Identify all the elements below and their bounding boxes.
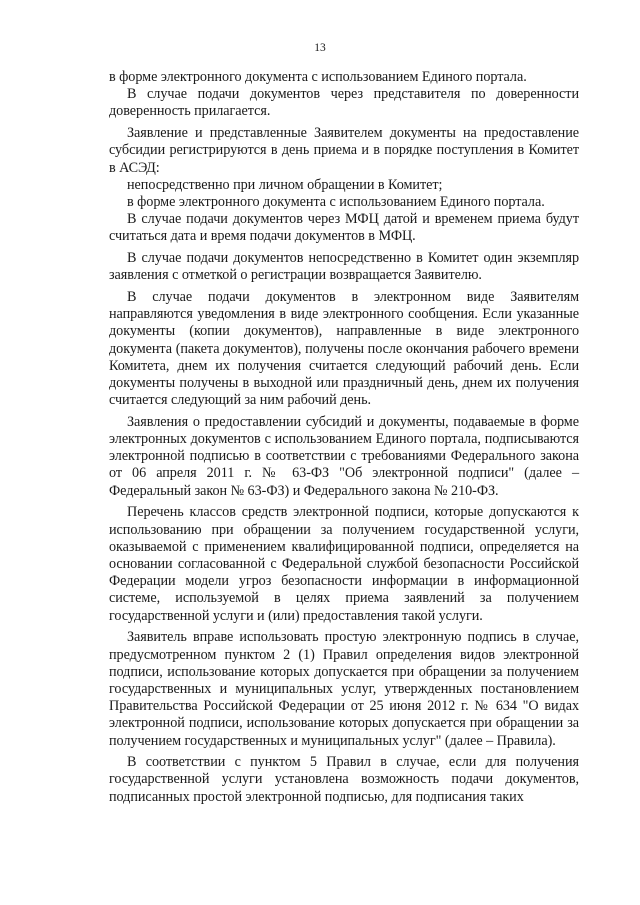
paragraph-signature-classes: Перечень классов средств электронной подписи, которые допускаются к использованию при обращении за получением государственной услуги, оказываемой с применением квалифицированной подписи, определяется на основании согласованной с Федеральной службой безопасности Российской Федерации модели угроз безопасности информации в информационной системе, используемой в целях приема заявлений за получением государственной услуги и (или) предоставления такой услуги. (109, 504, 579, 624)
document-body (109, 69, 579, 806)
paragraph-continuation: в форме электронного документа с использованием Единого портала. (109, 69, 527, 85)
paragraph-rules-point-5: В соответствии с пунктом 5 Правил в случае, если для получения государственной услуги установлена возможность подачи документов, подписанных простой электронной подписью, для подписания таких (109, 754, 579, 805)
paragraph-mfc: В случае подачи документов через МФЦ датой и временем приема будут считаться дата и время подачи документов в МФЦ. (109, 211, 579, 245)
paragraph-electronic-form: в форме электронного документа с использованием Единого портала. (127, 193, 545, 210)
paragraph-electronic-notice: В случае подачи документов в электронном виде Заявителям направляются уведомления в виде электронного сообщения. Если указанные документы (копии документов), направленные в виде электронного документа (пакета документов), получены после окончания рабочего времени Комитета, днем их получения считается следующий рабочий день. Если документы получены в выходной или праздничный день, днем их получения считается следующий за ним рабочий день. (109, 288, 579, 409)
paragraph-registration: Заявление и представленные Заявителем документы на предоставление субсидии регистрируются в день приема и в порядке поступления в Комитет в АСЭД: (109, 125, 579, 176)
paragraph-in-person: непосредственно при личном обращении в Комитет; (127, 176, 443, 193)
page-number: 13 (314, 42, 326, 54)
paragraph-simple-signature: Заявитель вправе использовать простую электронную подпись в случае, предусмотренном пунктом 2 (1) Правил определения видов электронной подписи, использование которых допускается при обращении за получением государственных и муниципальных услуг, утвержденных постановлением Правительства Российской Федерации от 25 июня 2012 г. № 634 "О видах электронной подписи, использование которых допускается при обращении за получением государственных и муниципальных услуг" (далее – Правила). (109, 629, 579, 749)
paragraph-representative: В случае подачи документов через представителя по доверенности доверенность прилагается. (109, 86, 579, 120)
paragraph-committee-copy: В случае подачи документов непосредственно в Комитет один экземпляр заявления с отметкой о регистрации возвращается Заявителю. (109, 250, 579, 284)
paragraph-signature-law: Заявления о предоставлении субсидий и документы, подаваемые в форме электронных документов с использованием Единого портала, подписываются электронной подписью в соответствии с требованиями Федерального закона от 06 апреля 2011 г. № 63-ФЗ "Об электронной подписи" (далее – Федеральный закон № 63-ФЗ) и Федерального закона № 210-ФЗ. (109, 413, 579, 499)
